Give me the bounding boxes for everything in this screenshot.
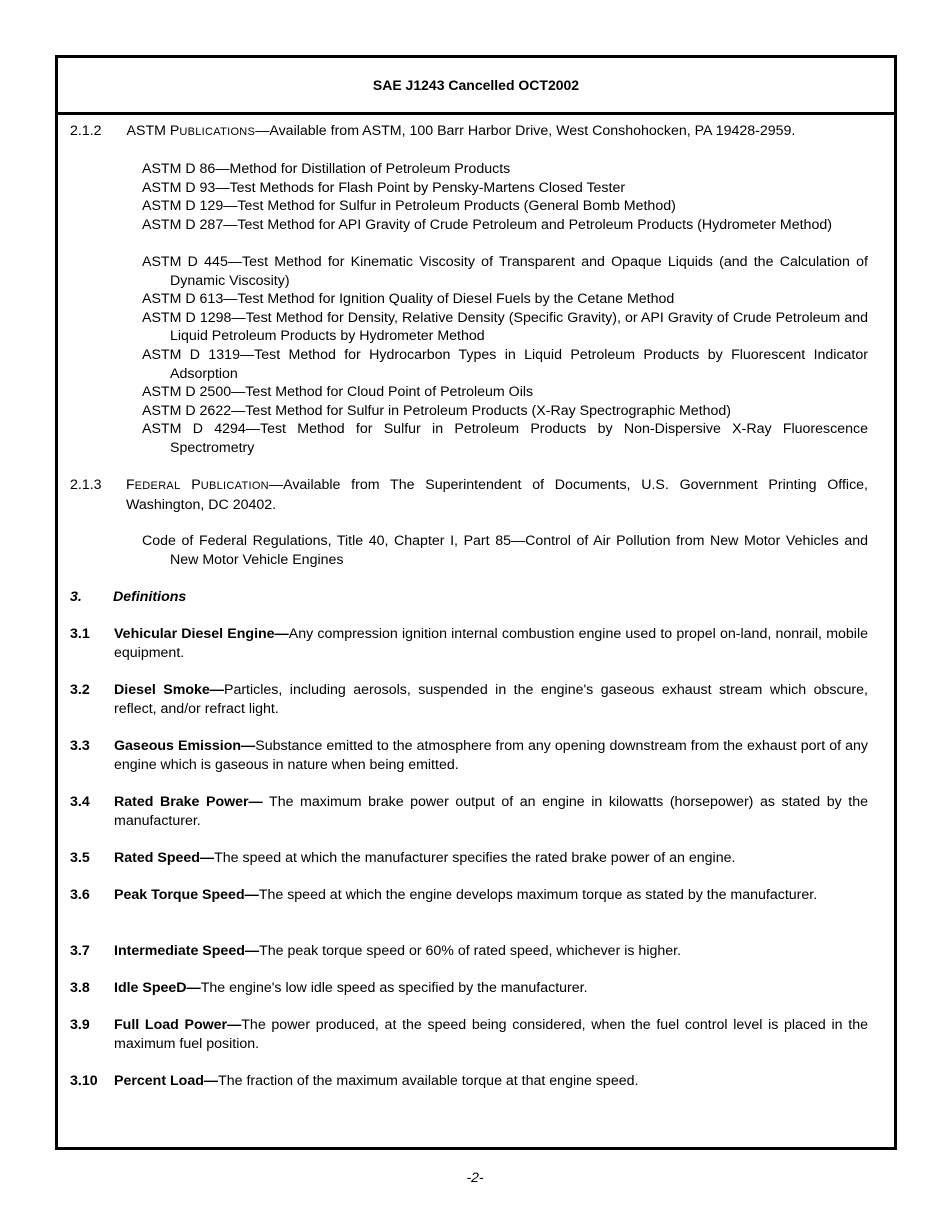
- federal-title-p: P: [180, 477, 201, 493]
- federal-title-rest: —Available from The Superintendent of Documents, U.S. Government Printing Office, Washington, DC 20402.: [126, 477, 868, 513]
- definition-term: Rated Brake Power—: [114, 794, 263, 810]
- definition-number: 3.6: [70, 887, 90, 903]
- federal-title-smallcaps-1: EDERAL: [134, 480, 181, 492]
- definition-term: Percent Load—: [114, 1073, 219, 1089]
- definition-number: 3.9: [70, 1017, 90, 1033]
- reference-item: ASTM D 1319—Test Method for Hydrocarbon Types in Liquid Petroleum Products by Fluorescent Indicator Adsorption: [142, 347, 868, 382]
- definition-text: [114, 886, 868, 905]
- definition-term: Peak Torque Speed—: [114, 887, 259, 903]
- page-header: [58, 58, 894, 115]
- definition-term: Diesel Smoke—: [114, 682, 224, 698]
- definition-text: [114, 849, 868, 868]
- reference-item: ASTM D 2500—Test Method for Cloud Point of Petroleum Oils: [142, 384, 534, 400]
- definition-term: Rated Speed—: [114, 850, 215, 866]
- federal-section-heading: [126, 476, 868, 514]
- astm-section-number: 2.1.2: [70, 123, 102, 139]
- definition-term: Full Load Power—: [114, 1017, 242, 1033]
- definitions-section-title: Definitions: [113, 589, 187, 605]
- definition-number: 3.4: [70, 794, 90, 810]
- astm-section-heading: [70, 122, 795, 141]
- astm-title-rest: —Available from ASTM, 100 Barr Harbor Drive, West Conshohocken, PA 19428-2959.: [255, 123, 796, 139]
- reference-item: ASTM D 129—Test Method for Sulfur in Petroleum Products (General Bomb Method): [142, 198, 676, 214]
- federal-title-smallcaps-2: UBLICATION: [200, 480, 269, 492]
- page-frame: [55, 55, 897, 1150]
- reference-item: ASTM D 93—Test Methods for Flash Point by Pensky-Martens Closed Tester: [142, 179, 626, 196]
- definition-number: 3.5: [70, 850, 90, 866]
- reference-item: ASTM D 287—Test Method for API Gravity of Crude Petroleum and Petroleum Products (Hydrometer Method): [142, 216, 832, 233]
- federal-section-number: 2.1.3: [70, 477, 102, 493]
- federal-title-f: F: [126, 477, 135, 493]
- reference-item: ASTM D 613—Test Method for Ignition Quality of Diesel Fuels by the Cetane Method: [142, 291, 675, 307]
- reference-item: Code of Federal Regulations, Title 40, Chapter I, Part 85—Control of Air Pollution from New Motor Vehicles and New Motor Vehicle Engines: [142, 533, 868, 568]
- definition-body: The speed at which the engine develops maximum torque as stated by the manufacturer.: [258, 887, 818, 903]
- reference-item: ASTM D 86—Method for Distillation of Petroleum Products: [142, 161, 511, 177]
- page-number: -2-: [466, 1169, 484, 1185]
- definition-term: Intermediate Speed—: [114, 943, 260, 959]
- definition-body: Any compression ignition internal combustion engine used to propel on-land, nonrail, mobile equipment.: [114, 626, 868, 661]
- definition-body: Particles, including aerosols, suspended in the engine's gaseous exhaust stream which obscure, reflect, and/or refract light.: [114, 682, 868, 717]
- definition-text: [114, 979, 868, 998]
- definition-number: 3.10: [70, 1073, 98, 1089]
- definitions-section-number: 3.: [70, 589, 82, 605]
- reference-item: ASTM D 2622—Test Method for Sulfur in Petroleum Products (X-Ray Spectrographic Method): [142, 402, 732, 419]
- definition-body: The fraction of the maximum available torque at that engine speed.: [218, 1073, 639, 1089]
- definition-text: [114, 625, 868, 662]
- definition-body: The power produced, at the speed being considered, when the fuel control level is placed in the maximum fuel position.: [114, 1017, 868, 1052]
- reference-item: ASTM D 4294—Test Method for Sulfur in Petroleum Products by Non-Dispersive X-Ray Fluorescence Spectrometry: [142, 421, 868, 456]
- definition-term: Idle SpeeD—: [114, 980, 201, 996]
- definition-body: The maximum brake power output of an engine in kilowatts (horsepower) as stated by the manufacturer.: [114, 794, 868, 829]
- definition-number: 3.7: [70, 943, 90, 959]
- definition-text: [114, 681, 868, 718]
- astm-title-smallcaps: UBLICATIONS: [179, 126, 256, 138]
- definition-number: 3.3: [70, 738, 90, 754]
- definition-text: [114, 793, 868, 830]
- definition-text: [114, 737, 868, 774]
- definition-body: Substance emitted to the atmosphere from any opening downstream from the exhaust port of any engine which is gaseous in nature when being emitted.: [114, 738, 868, 773]
- definition-text: [114, 1016, 868, 1053]
- definition-body: The speed at which the manufacturer specifies the rated brake power of an engine.: [214, 850, 736, 866]
- document-title: SAE J1243 Cancelled OCT2002: [372, 77, 580, 93]
- definition-body: The engine's low idle speed as specified by the manufacturer.: [200, 980, 588, 996]
- definition-body: The peak torque speed or 60% of rated speed, whichever is higher.: [259, 943, 682, 959]
- reference-item: ASTM D 1298—Test Method for Density, Relative Density (Specific Gravity), or API Gravity of Crude Petroleum and Liquid Petroleum Products by Hydrometer Method: [142, 309, 868, 344]
- definition-number: 3.1: [70, 626, 90, 642]
- definition-text: [114, 942, 868, 961]
- definition-number: 3.2: [70, 682, 90, 698]
- definition-term: Gaseous Emission—: [114, 738, 256, 754]
- definition-number: 3.8: [70, 980, 90, 996]
- definition-term: Vehicular Diesel Engine—: [114, 626, 289, 642]
- definition-text: [114, 1072, 868, 1091]
- astm-title-prefix: ASTM P: [126, 123, 180, 139]
- reference-item: ASTM D 445—Test Method for Kinematic Viscosity of Transparent and Opaque Liquids (and the Calculation of Dynamic Viscosity): [142, 254, 868, 289]
